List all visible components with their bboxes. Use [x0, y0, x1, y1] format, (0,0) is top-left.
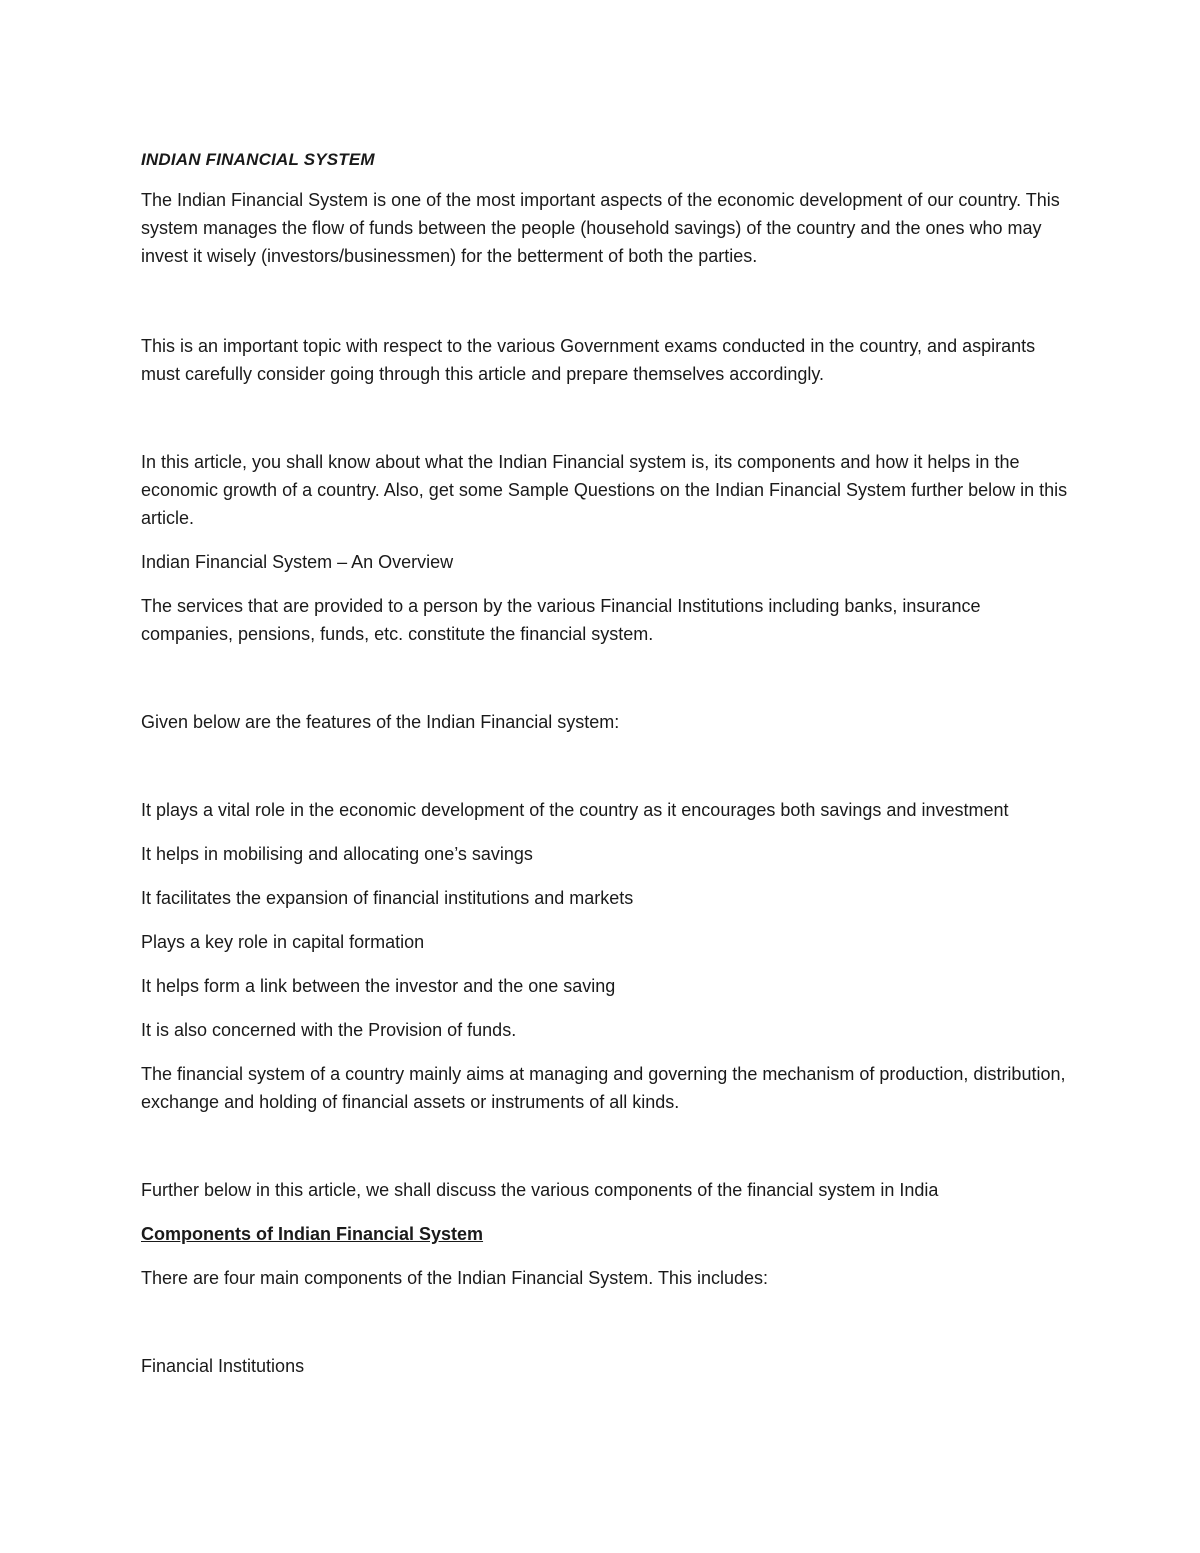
feature-item-1: It plays a vital role in the economic development of the country as it encourages both savings and investment [141, 800, 1009, 820]
paragraph-intro: The Indian Financial System is one of the most important aspects of the economic development of our country. This system manages the flow of funds between the people (household savings) of the country and the ones who may invest it wisely (investors/businessmen) for the betterment of both the parties. [141, 190, 1060, 266]
paragraph-article-scope: In this article, you shall know about what the Indian Financial system is, its components and how it helps in the economic growth of a country. Also, get some Sample Questions on the Indian Financial System further below in this article. [141, 452, 1068, 528]
feature-item-2: It helps in mobilising and allocating one’s savings [141, 844, 533, 864]
paragraph-aims: The financial system of a country mainly aims at managing and governing the mechanism of production, distribution, exchange and holding of financial assets or instruments of all kinds. [141, 1064, 1066, 1112]
feature-item-5: It helps form a link between the investor and the one saving [141, 976, 616, 996]
overview-heading: Indian Financial System – An Overview [141, 552, 454, 572]
feature-item-3: It facilitates the expansion of financial institutions and markets [141, 888, 634, 908]
components-heading: Components of Indian Financial System [141, 1224, 484, 1244]
features-intro: Given below are the features of the Indian Financial system: [141, 712, 620, 732]
document-title: INDIAN FINANCIAL SYSTEM [141, 150, 375, 169]
components-intro: There are four main components of the Indian Financial System. This includes: [141, 1268, 768, 1288]
document-body [141, 146, 1071, 1380]
paragraph-importance: This is an important topic with respect to the various Government exams conducted in the country, and aspirants must carefully consider going through this article and prepare themselves accordingly. [141, 336, 1036, 384]
paragraph-further: Further below in this article, we shall discuss the various components of the financial system in India [141, 1180, 939, 1200]
feature-item-6: It is also concerned with the Provision of funds. [141, 1020, 517, 1040]
feature-item-4: Plays a key role in capital formation [141, 932, 425, 952]
component-item-1: Financial Institutions [141, 1356, 305, 1376]
paragraph-overview: The services that are provided to a person by the various Financial Institutions including banks, insurance companies, pensions, funds, etc. constitute the financial system. [141, 596, 981, 644]
